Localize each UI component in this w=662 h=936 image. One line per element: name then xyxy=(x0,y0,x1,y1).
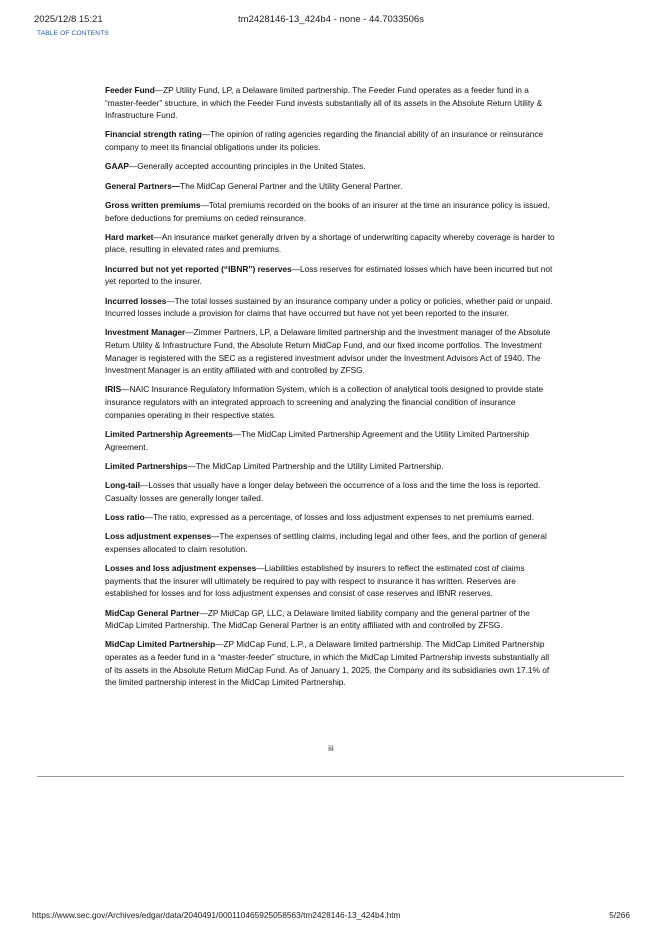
definition-entry xyxy=(105,607,555,632)
definition-term: Loss ratio xyxy=(105,511,145,522)
definition-entry xyxy=(105,460,555,473)
definition-term: Loss adjustment expenses xyxy=(105,531,212,542)
definition-term: Hard market xyxy=(105,231,154,242)
definition-entry xyxy=(105,295,555,320)
definition-entry xyxy=(105,383,555,421)
document-title: tm2428146-13_424b4 - none - 44.7033506s xyxy=(238,14,424,25)
footer-url: https://www.sec.gov/Archives/edgar/data/2040491/000110465925058563/tm2428146-13_424b4.htm xyxy=(32,910,401,920)
definition-term: Financial strength rating xyxy=(105,129,202,140)
page-number: iii xyxy=(328,743,334,753)
definition-text: —Losses that usually have a longer delay between the occurrence of a loss and the time the loss is reported. Casualty losses are generally longer tailed. xyxy=(105,480,541,503)
definition-term: Limited Partnerships xyxy=(105,460,188,471)
definition-entry xyxy=(105,128,555,153)
definition-term: Losses and loss adjustment expenses xyxy=(105,563,257,574)
definition-text: —The opinion of rating agencies regarding the financial ability of an insurance or reinsurance company to meet its financial obligations under its policies. xyxy=(105,129,544,153)
print-datetime: 2025/12/8 15:21 xyxy=(34,14,103,25)
definition-term: Feeder Fund xyxy=(105,85,155,95)
definition-entry xyxy=(105,160,555,173)
definition-text: —ZP MidCap GP, LLC, a Delaware limited liability company and the general partner of the MidCap Limited Partnership. The MidCap General Partner is an entity affiliated with and controlled by ZFSG. xyxy=(105,607,530,631)
definition-entry xyxy=(105,479,555,504)
definition-term: Long-tail xyxy=(105,480,141,491)
table-of-contents-link[interactable]: TABLE OF CONTENTS xyxy=(37,30,109,37)
definition-term: Investment Manager xyxy=(105,327,186,338)
definition-term: General Partners— xyxy=(105,180,181,191)
definition-term: IRIS xyxy=(105,384,122,395)
definition-text: —NAIC Insurance Regulatory Information System, which is a collection of analytical tools designed to provide state insurance regulators with an integrated approach to screening and analyzing the financial condition of insurance companies operating in their respective states. xyxy=(105,384,544,420)
definition-text: —Total premiums recorded on the books of an insurer at the time an insurance policy is issued, before deductions for premiums on ceded reinsurance. xyxy=(105,199,550,223)
definition-text: —Generally accepted accounting principles in the United States. xyxy=(128,161,366,172)
definition-entry xyxy=(105,530,555,555)
definitions-list xyxy=(105,84,555,696)
definition-text: —The MidCap Limited Partnership Agreement and the Utility Limited Partnership Agreement. xyxy=(105,428,529,452)
definition-text: —The total losses sustained by an insurance company under a policy or policies, whether paid or unpaid. Incurred losses include a provision for claims that have occurred but have not yet been reported to the insurer. xyxy=(105,295,553,319)
definition-entry xyxy=(105,84,555,122)
page-divider xyxy=(37,776,624,777)
definition-entry xyxy=(105,638,555,688)
footer-page-count: 5/266 xyxy=(609,910,630,920)
definition-entry xyxy=(105,326,555,376)
definition-entry xyxy=(105,199,555,224)
definition-term: Gross written premiums xyxy=(105,199,201,210)
definition-text: —An insurance market generally driven by a shortage of underwriting capacity whereby coverage is harder to place, resulting in elevated rates and premiums. xyxy=(105,231,555,255)
definition-term: MidCap General Partner xyxy=(105,607,200,618)
definition-text: —The MidCap Limited Partnership and the Utility Limited Partnership. xyxy=(187,460,444,471)
definition-text: The MidCap General Partner and the Utility General Partner. xyxy=(180,180,403,191)
definition-text: —The expenses of settling claims, including legal and other fees, and the portion of general expenses allocated to claim resolution. xyxy=(105,531,547,554)
definition-term: Limited Partnership Agreements xyxy=(105,428,233,439)
definition-text: —Zimmer Partners, LP, a Delaware limited partnership and the investment manager of the Absolute Return Utility & Infrastructure Fund, the Absolute Return MidCap Fund, and our fixed income portfolios. The Investment Manager is registered with the SEC as a registered investment advisor under the Investment Advisors Act of 1940. The Investment Manager is an entity affiliated with and controlled by ZFSG. xyxy=(105,327,551,376)
definition-term: GAAP xyxy=(105,161,129,172)
definition-term: Incurred but not yet reported (“IBNR”) reserves xyxy=(105,263,292,274)
definition-text: —Liabilities established by insurers to reflect the estimated cost of claims payments that the insurer will ultimately be required to pay with respect to insurance it has written. Reserves are established for losses and for loss adjustment expenses and consist of case reserves and IBNR reserves. xyxy=(105,563,525,599)
definition-term: Incurred losses xyxy=(105,295,167,306)
definition-text: —ZP MidCap Fund, L.P., a Delaware limited partnership. The MidCap Limited Partnership operates as a feeder fund in a “master-feeder” structure, in which the MidCap Limited Partnership invests substantially all of its assets in the Absolute Return MidCap Fund. As of January 1, 2025, the Company and its subsidiaries own 17.1% of the limited partnership interest in the MidCap Limited Partnership. xyxy=(105,639,550,688)
definition-entry xyxy=(105,428,555,453)
definition-entry xyxy=(105,231,555,256)
definition-text: —The ratio, expressed as a percentage, of losses and loss adjustment expenses to net premiums earned. xyxy=(144,511,534,522)
definition-entry xyxy=(105,180,555,193)
definition-entry xyxy=(105,562,555,600)
definition-entry xyxy=(105,511,555,524)
definition-entry xyxy=(105,263,555,288)
definition-text: —ZP Utility Fund, LP, a Delaware limited partnership. The Feeder Fund operates as a feeder fund in a “master-feeder” structure, in which the Feeder Fund invests substantially all of its assets in the Absolute Return Utility & Infrastructure Fund. xyxy=(105,85,543,121)
definition-term: MidCap Limited Partnership xyxy=(105,639,216,650)
definition-text: —Loss reserves for estimated losses which have been incurred but not yet reported to the insurer. xyxy=(105,263,553,287)
